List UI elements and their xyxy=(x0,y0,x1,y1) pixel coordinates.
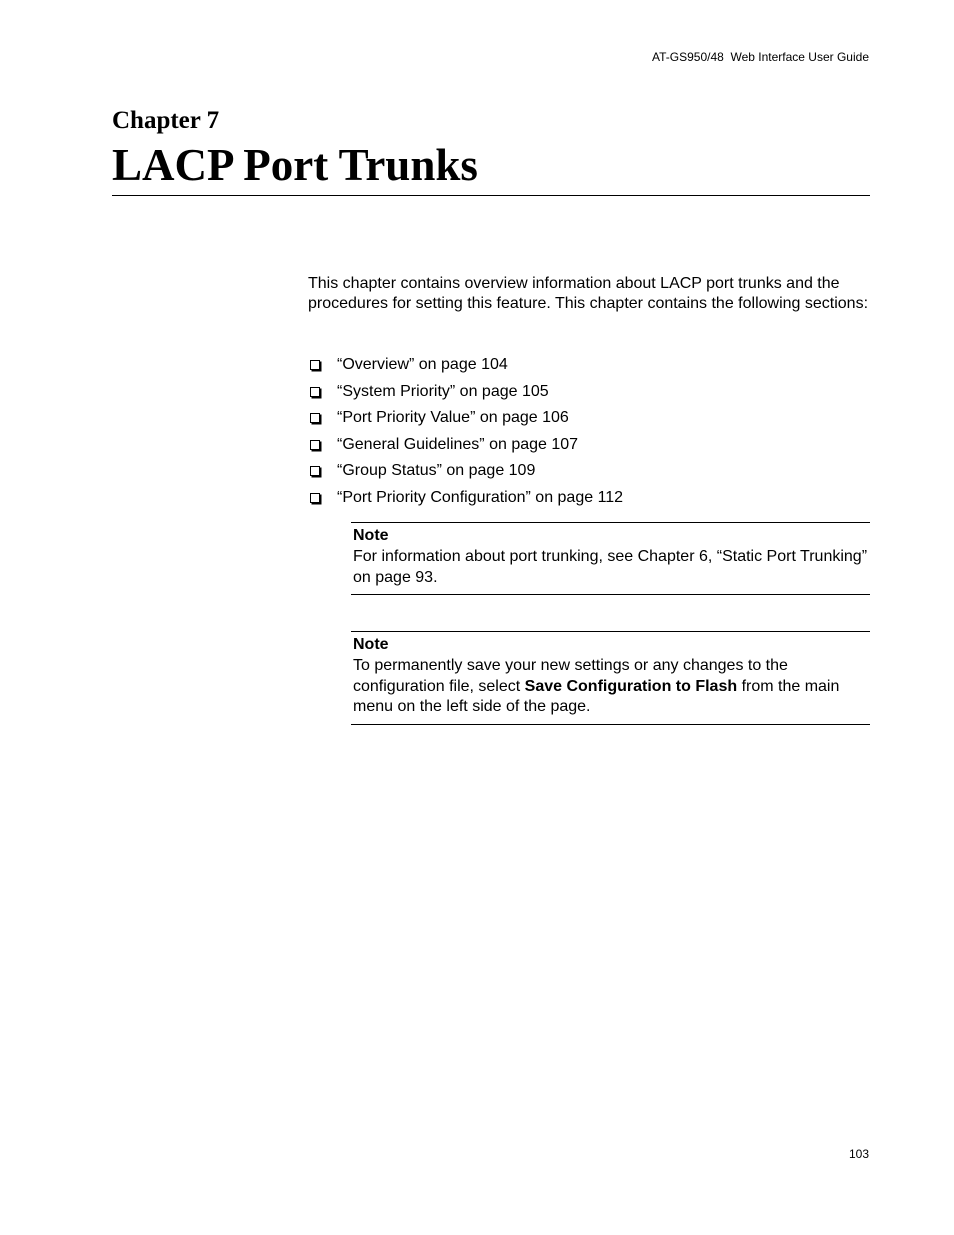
square-bullet-icon xyxy=(310,360,320,370)
section-list-item[interactable] xyxy=(308,432,870,459)
note-body-text: To permanently save your new settings or any changes to the configuration file, select xyxy=(353,657,788,695)
note-heading: Note xyxy=(353,527,389,544)
square-bullet-icon xyxy=(310,413,320,423)
chapter-title: LACP Port Trunks xyxy=(112,140,478,190)
section-list-item[interactable] xyxy=(308,379,870,406)
section-link-port-priority-value[interactable]: “Port Priority Value” on page 106 xyxy=(337,409,569,427)
section-list xyxy=(308,352,870,511)
section-list-item[interactable] xyxy=(308,405,870,432)
square-bullet-icon xyxy=(310,440,320,450)
note-box-trunking xyxy=(351,522,870,595)
section-list-item[interactable] xyxy=(308,458,870,485)
note-box-save-config xyxy=(351,631,870,725)
save-configuration-menu-label: Save Configuration to Flash xyxy=(524,677,738,695)
note-heading: Note xyxy=(353,636,389,653)
square-bullet-icon xyxy=(310,493,320,503)
square-bullet-icon xyxy=(310,466,320,476)
page-number: 103 xyxy=(848,1147,869,1161)
chapter-label: Chapter 7 xyxy=(112,107,220,134)
section-link-group-status[interactable]: “Group Status” on page 109 xyxy=(337,462,536,480)
title-divider xyxy=(112,195,870,196)
section-link-overview[interactable]: “Overview” on page 104 xyxy=(337,356,508,374)
note-body xyxy=(353,656,868,718)
note-body-text: from the main menu on the left side of the page. xyxy=(353,677,840,715)
section-link-port-priority-configuration[interactable]: “Port Priority Configuration” on page 112 xyxy=(337,488,624,506)
note-body: For information about port trunking, see Chapter 6, “Static Port Trunking” on page 93. xyxy=(353,548,868,586)
section-list-item[interactable] xyxy=(308,352,870,379)
section-list-item[interactable] xyxy=(308,485,870,512)
intro-paragraph: This chapter contains overview information about LACP port trunks and the procedures for setting this feature. This chapter contains the following sections: xyxy=(308,275,869,312)
section-link-general-guidelines[interactable]: “General Guidelines” on page 107 xyxy=(337,435,579,453)
section-link-system-priority[interactable]: “System Priority” on page 105 xyxy=(337,382,549,400)
running-header: AT-GS950/48 Web Interface User Guide xyxy=(652,50,869,64)
square-bullet-icon xyxy=(310,387,320,397)
